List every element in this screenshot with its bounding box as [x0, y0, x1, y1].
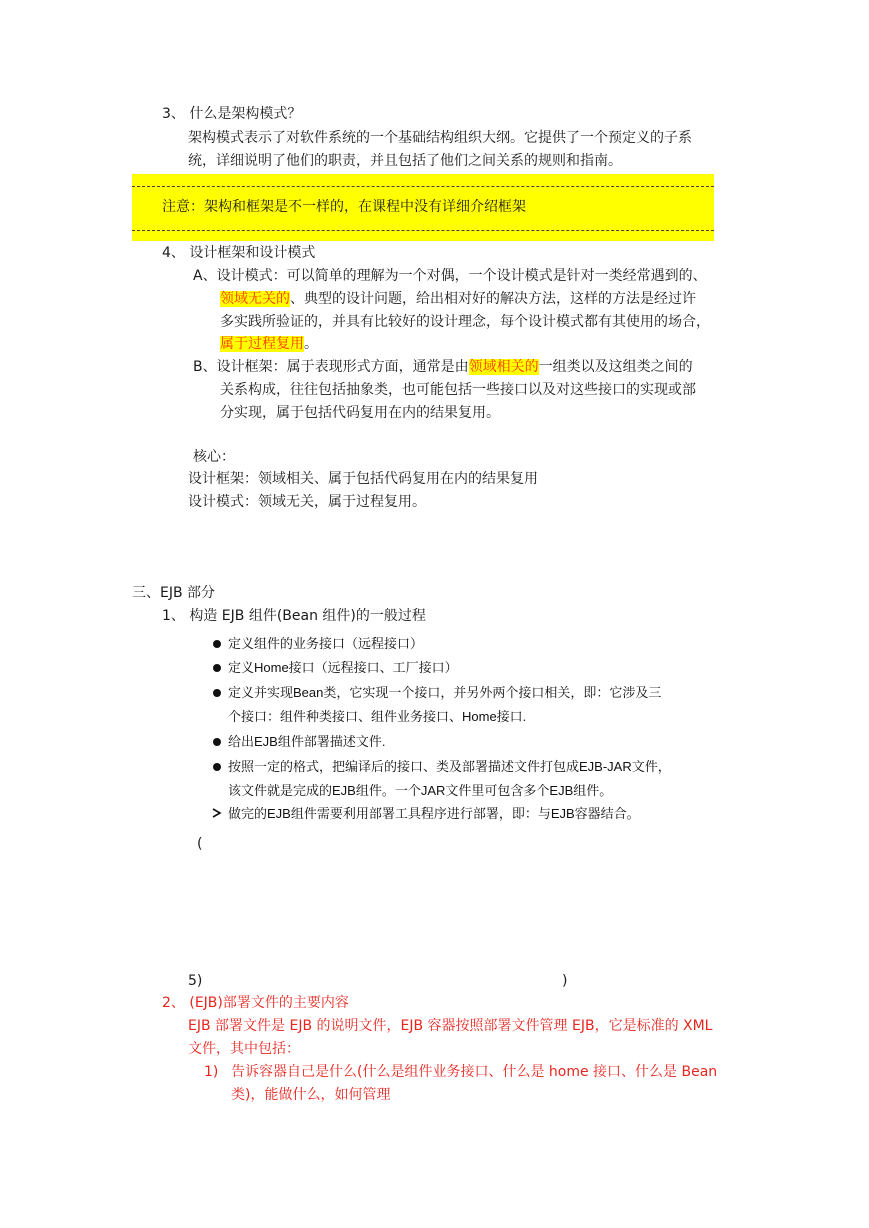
dd-body-line-2: 文件，其中包括： [188, 1041, 300, 1057]
open-paren: ( [197, 836, 203, 852]
core-pattern: 设计模式：领域无关，属于过程复用。 [188, 494, 426, 510]
pattern-line-2: 领域无关的、典型的设计问题，给出相对好的解决方法，这样的方法是经过许 [220, 291, 696, 307]
dd-item-1-line-2: 类)，能做什么，如何管理 [231, 1087, 391, 1103]
dd-heading: 2、 (EJB)部署文件的主要内容 [162, 995, 349, 1011]
bullet-icon [213, 664, 221, 672]
bullet-icon [213, 640, 221, 648]
process-reuse-highlight: 属于过程复用 [220, 336, 304, 352]
ejb-deploy-note: 做完的EJB组件需要利用部署工具程序进行部署，即：与EJB容器结合。 [228, 806, 640, 821]
framework-line-3: 分实现，属于包括代码复用在内的结果复用。 [220, 405, 500, 421]
domain-independent-highlight: 领域无关的 [220, 291, 290, 307]
bullet-icon [213, 738, 221, 746]
ejb-step-3-cont: 个接口：组件种类接口、组件业务接口、Home接口. [228, 709, 527, 724]
ejb-section-title: 三、EJB 部分 [132, 585, 216, 601]
pattern-line-3: 多实践所验证的，并具有比较好的设计理念，每个设计模式都有其使用的场合， [220, 314, 710, 330]
ejb-step-1: 定义组件的业务接口（远程接口） [228, 636, 424, 651]
pattern-line-4: 属于过程复用。 [220, 336, 318, 352]
note-divider-bottom [132, 230, 714, 231]
core-framework: 设计框架：领域相关、属于包括代码复用在内的结果复用 [188, 471, 538, 487]
ejb-item-1-heading: 1、 构造 EJB 组件(Bean 组件)的一般过程 [162, 608, 426, 624]
note-divider-top [132, 186, 714, 187]
domain-related-highlight: 领域相关的 [468, 359, 539, 375]
section-3-body-line-2: 统，详细说明了他们的职责，并且包括了他们之间关系的规则和指南。 [188, 153, 622, 169]
section-3-body-line-1: 架构模式表示了对软件系统的一个基础结构组织大纲。它提供了一个预定义的子系 [188, 130, 692, 146]
close-paren: ) [562, 973, 568, 989]
ejb-step-2: 定义Home接口（远程接口、工厂接口） [228, 660, 458, 675]
section-3-heading: 3、 什么是架构模式？ [162, 106, 302, 122]
ejb-step-3: 定义并实现Bean类，它实现一个接口，并另外两个接口相关，即：它涉及三 [228, 685, 662, 700]
section-4-heading: 4、 设计框架和设计模式 [162, 245, 316, 261]
bullet-icon [213, 689, 221, 697]
dd-item-1-line-1: 告诉容器自己是什么(什么是组件业务接口、什么是 home 接口、什么是 Bean [231, 1064, 718, 1080]
arrow-bullet-icon [212, 808, 222, 818]
dd-item-1-number: 1) [204, 1064, 219, 1080]
ejb-step-5-cont: 该文件就是完成的EJB组件。一个JAR文件里可包含多个EJB组件。 [228, 783, 613, 798]
ejb-step-4: 给出EJB组件部署描述文件. [228, 734, 386, 749]
pattern-line-1: A、设计模式：可以简单的理解为一个对偶，一个设计模式是针对一类经常遇到的、 [193, 268, 707, 284]
core-label: 核心： [193, 449, 235, 465]
framework-line-1: B、设计框架：属于表现形式方面，通常是由领域相关的一组类以及这组类之间的 [193, 359, 693, 375]
note-text: 注意：架构和框架是不一样的，在课程中没有详细介绍框架 [162, 199, 526, 215]
item-5-label: 5) [188, 973, 203, 989]
ejb-step-5: 按照一定的格式，把编译后的接口、类及部署描述文件打包成EJB-JAR文件， [228, 759, 671, 774]
dd-body-line-1: EJB 部署文件是 EJB 的说明文件，EJB 容器按照部署文件管理 EJB，它是标准的 XML [188, 1018, 713, 1034]
framework-line-2: 关系构成，往往包括抽象类，也可能包括一些接口以及对这些接口的实现或部 [220, 382, 696, 398]
bullet-icon [213, 763, 221, 771]
